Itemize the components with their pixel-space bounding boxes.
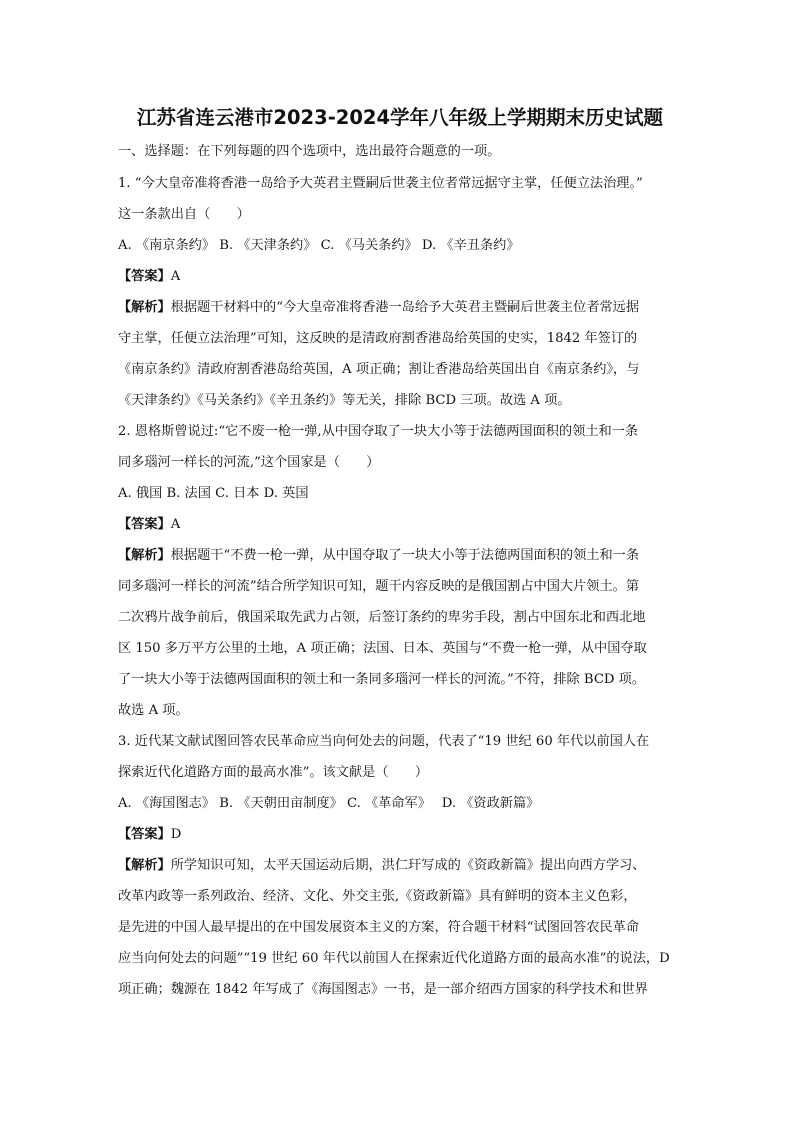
question-3 <box>118 726 682 1005</box>
answer-label: 【答案】 <box>118 827 171 842</box>
question-stem-line: 3. 近代某文献试图回答农民革命应当向何处去的问题，代表了“19 世纪 60 年代以前国人在 <box>118 734 650 749</box>
analysis-line: 《南京条约》清政府割香港岛给英国，A 项正确；割让香港岛给英国出自《南京条约》，与 <box>118 362 640 377</box>
analysis-text: 根据题干材料中的“今大皇帝准将香港一岛给予大英君主暨嗣后世袭主位者常远据 <box>170 300 640 315</box>
question-options: A. 《海国图志》 B. 《天朝田亩制度》 C. 《革命军》 D. 《资政新篇》 <box>118 796 540 811</box>
analysis-label: 【解析】 <box>118 548 171 563</box>
question-options: A. 《南京条约》 B. 《天津条约》 C. 《马关条约》 D. 《辛丑条约》 <box>118 238 520 253</box>
analysis-text: 所学知识可知，太平天国运动后期，洪仁玕写成的《资政新篇》提出向西方学习、 <box>170 858 646 873</box>
answer-label: 【答案】 <box>118 517 171 532</box>
analysis-line: 改革内政等一系列政治、经济、文化、外交主张,《资政新篇》具有鲜明的资本主义色彩， <box>118 889 637 904</box>
analysis-line: 二次鸦片战争前后，俄国采取先武力占领，后签订条约的卑劣手段，割占中国东北和西北地 <box>118 610 646 625</box>
analysis-label: 【解析】 <box>118 300 171 315</box>
answer-line <box>118 261 682 292</box>
question-stem-line: 1. “今大皇帝准将香港一岛给予大英君主暨嗣后世袭主位者常远据守主掌，任便立法治理。” <box>118 176 643 191</box>
analysis-line: 故选 A 项。 <box>118 703 189 718</box>
question-stem-line: 同多瑙河一样长的河流,”这个国家是（ ） <box>118 455 380 470</box>
question-options: A. 俄国 B. 法国 C. 日本 D. 英国 <box>118 486 309 501</box>
analysis-label: 【解析】 <box>118 858 171 873</box>
analysis-line: 项正确；魏源在 1842 年写成了《海国图志》一书，是一部介绍西方国家的科学技术和世界 <box>118 982 648 997</box>
answer-value: A <box>170 269 181 284</box>
question-stem-line: 这一条款出自（ ） <box>118 207 250 222</box>
analysis-line <box>118 540 682 571</box>
analysis-line: 《天津条约》《马关条约》《辛丑条约》等无关，排除 BCD 三项。故选 A 项。 <box>118 393 571 408</box>
analysis-line: 是先进的中国人最早提出的在中国发展资本主义的方案，符合题干材料“试图回答农民革命 <box>118 920 640 935</box>
answer-value: A <box>170 517 181 532</box>
question-stem-line: 2. 恩格斯曾说过:“它不废一枪一弹,从中国夺取了一块大小等于法德两国面积的领土和一条 <box>118 424 639 439</box>
section-heading: 一、选择题：在下列每题的四个选项中，选出最符合题意的一项。 <box>118 144 501 159</box>
page-title: 江苏省连云港市2023-2024学年八年级上学期期末历史试题 <box>136 106 664 129</box>
analysis-line: 同多瑙河一样长的河流”结合所学知识可知，题干内容反映的是俄国割占中国大片领土。第 <box>118 579 640 594</box>
answer-line <box>118 509 682 540</box>
analysis-text: 根据题干“不费一枪一弹，从中国夺取了一块大小等于法德两国面积的领土和一条 <box>170 548 640 563</box>
answer-value: D <box>170 827 182 842</box>
analysis-line <box>118 292 682 323</box>
analysis-line <box>118 850 682 881</box>
answer-line <box>118 819 682 850</box>
question-2 <box>118 416 682 726</box>
analysis-line: 区 150 多万平方公里的土地，A 项正确；法国、日本、英国与“不费一枪一弹，从中国夺取 <box>118 641 647 656</box>
question-1 <box>118 168 682 416</box>
answer-label: 【答案】 <box>118 269 171 284</box>
analysis-line: 了一块大小等于法德两国面积的领土和一条同多瑙河一样长的河流。”不符，排除 BCD 项。 <box>118 672 646 687</box>
analysis-line: 应当向何处去的问题”“19 世纪 60 年代以前国人在探索近代化道路方面的最高水准”的说法，D <box>118 951 670 966</box>
question-stem-line: 探索近代化道路方面的最高水准”。该文献是（ ） <box>118 765 429 780</box>
analysis-line: 守主掌，任便立法治理”可知，这反映的是清政府割香港岛给英国的史实，1842 年签订的 <box>118 331 638 346</box>
